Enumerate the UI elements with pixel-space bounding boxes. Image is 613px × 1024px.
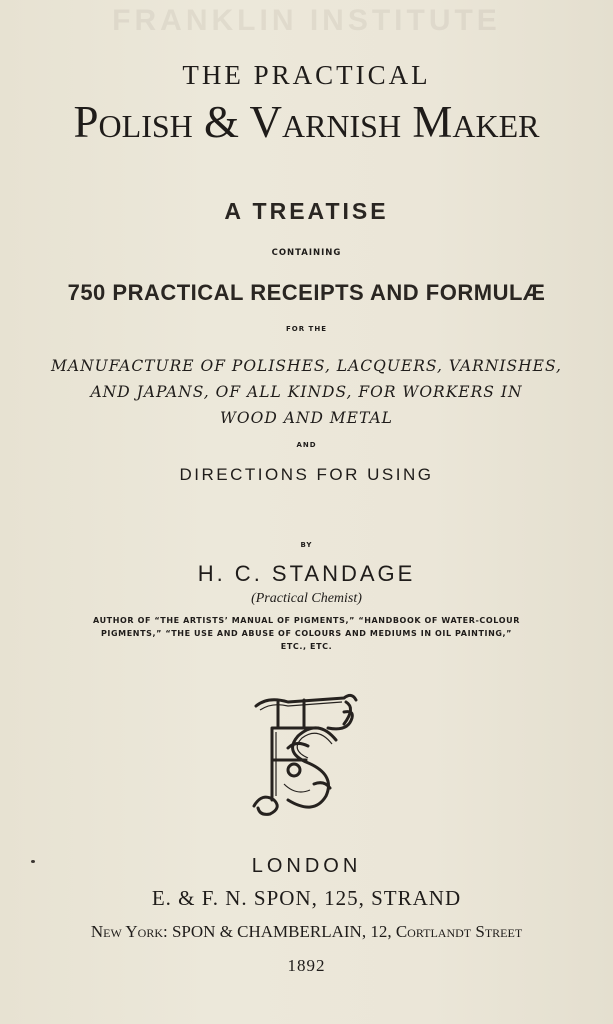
directions-line: DIRECTIONS FOR USING	[179, 465, 434, 484]
publication-year: 1892	[287, 956, 326, 975]
for-the-label: FOR THE	[286, 325, 327, 333]
author-name: H. C. STANDAGE	[197, 561, 416, 586]
author-credits-line-1: AUTHOR OF “THE ARTISTS’ MANUAL OF PIGMENTS,” “HANDBOOK OF WATER-COLOUR	[93, 616, 520, 625]
receipts-line: 750 PRACTICAL RECEIPTS AND FORMULÆ	[67, 280, 546, 305]
publisher-city: LONDON	[251, 855, 362, 877]
manufacture-line-1: MANUFACTURE OF POLISHES, LACQUERS, VARNISHES,	[51, 357, 562, 375]
manufacture-line-2: AND JAPANS, OF ALL KINDS, FOR WORKERS IN	[90, 383, 523, 401]
title-line-1: THE PRACTICAL	[182, 60, 431, 90]
by-label: BY	[300, 541, 313, 549]
book-title: Polish & Varnish Maker	[73, 97, 540, 147]
new-york-publisher: New York: SPON & CHAMBERLAIN, 12, Cortlandt Street	[90, 922, 523, 941]
author-title: (Practical Chemist)	[251, 591, 362, 606]
author-credits-line-2: PIGMENTS,” “THE USE AND ABUSE OF COLOURS AND MEDIUMS IN OIL PAINTING,”	[100, 629, 513, 638]
subtitle: A TREATISE	[224, 198, 389, 224]
publisher-name: E. & F. N. SPON, 125, STRAND	[151, 886, 462, 910]
containing-label: CONTAINING	[271, 248, 342, 258]
publisher-monogram-icon	[248, 688, 362, 818]
manufacture-line-3: WOOD AND METAL	[220, 409, 393, 427]
library-stamp: FRANKLIN INSTITUTE	[112, 4, 501, 37]
and-label: AND	[296, 441, 317, 449]
author-credits-line-3: ETC., ETC.	[280, 642, 333, 651]
